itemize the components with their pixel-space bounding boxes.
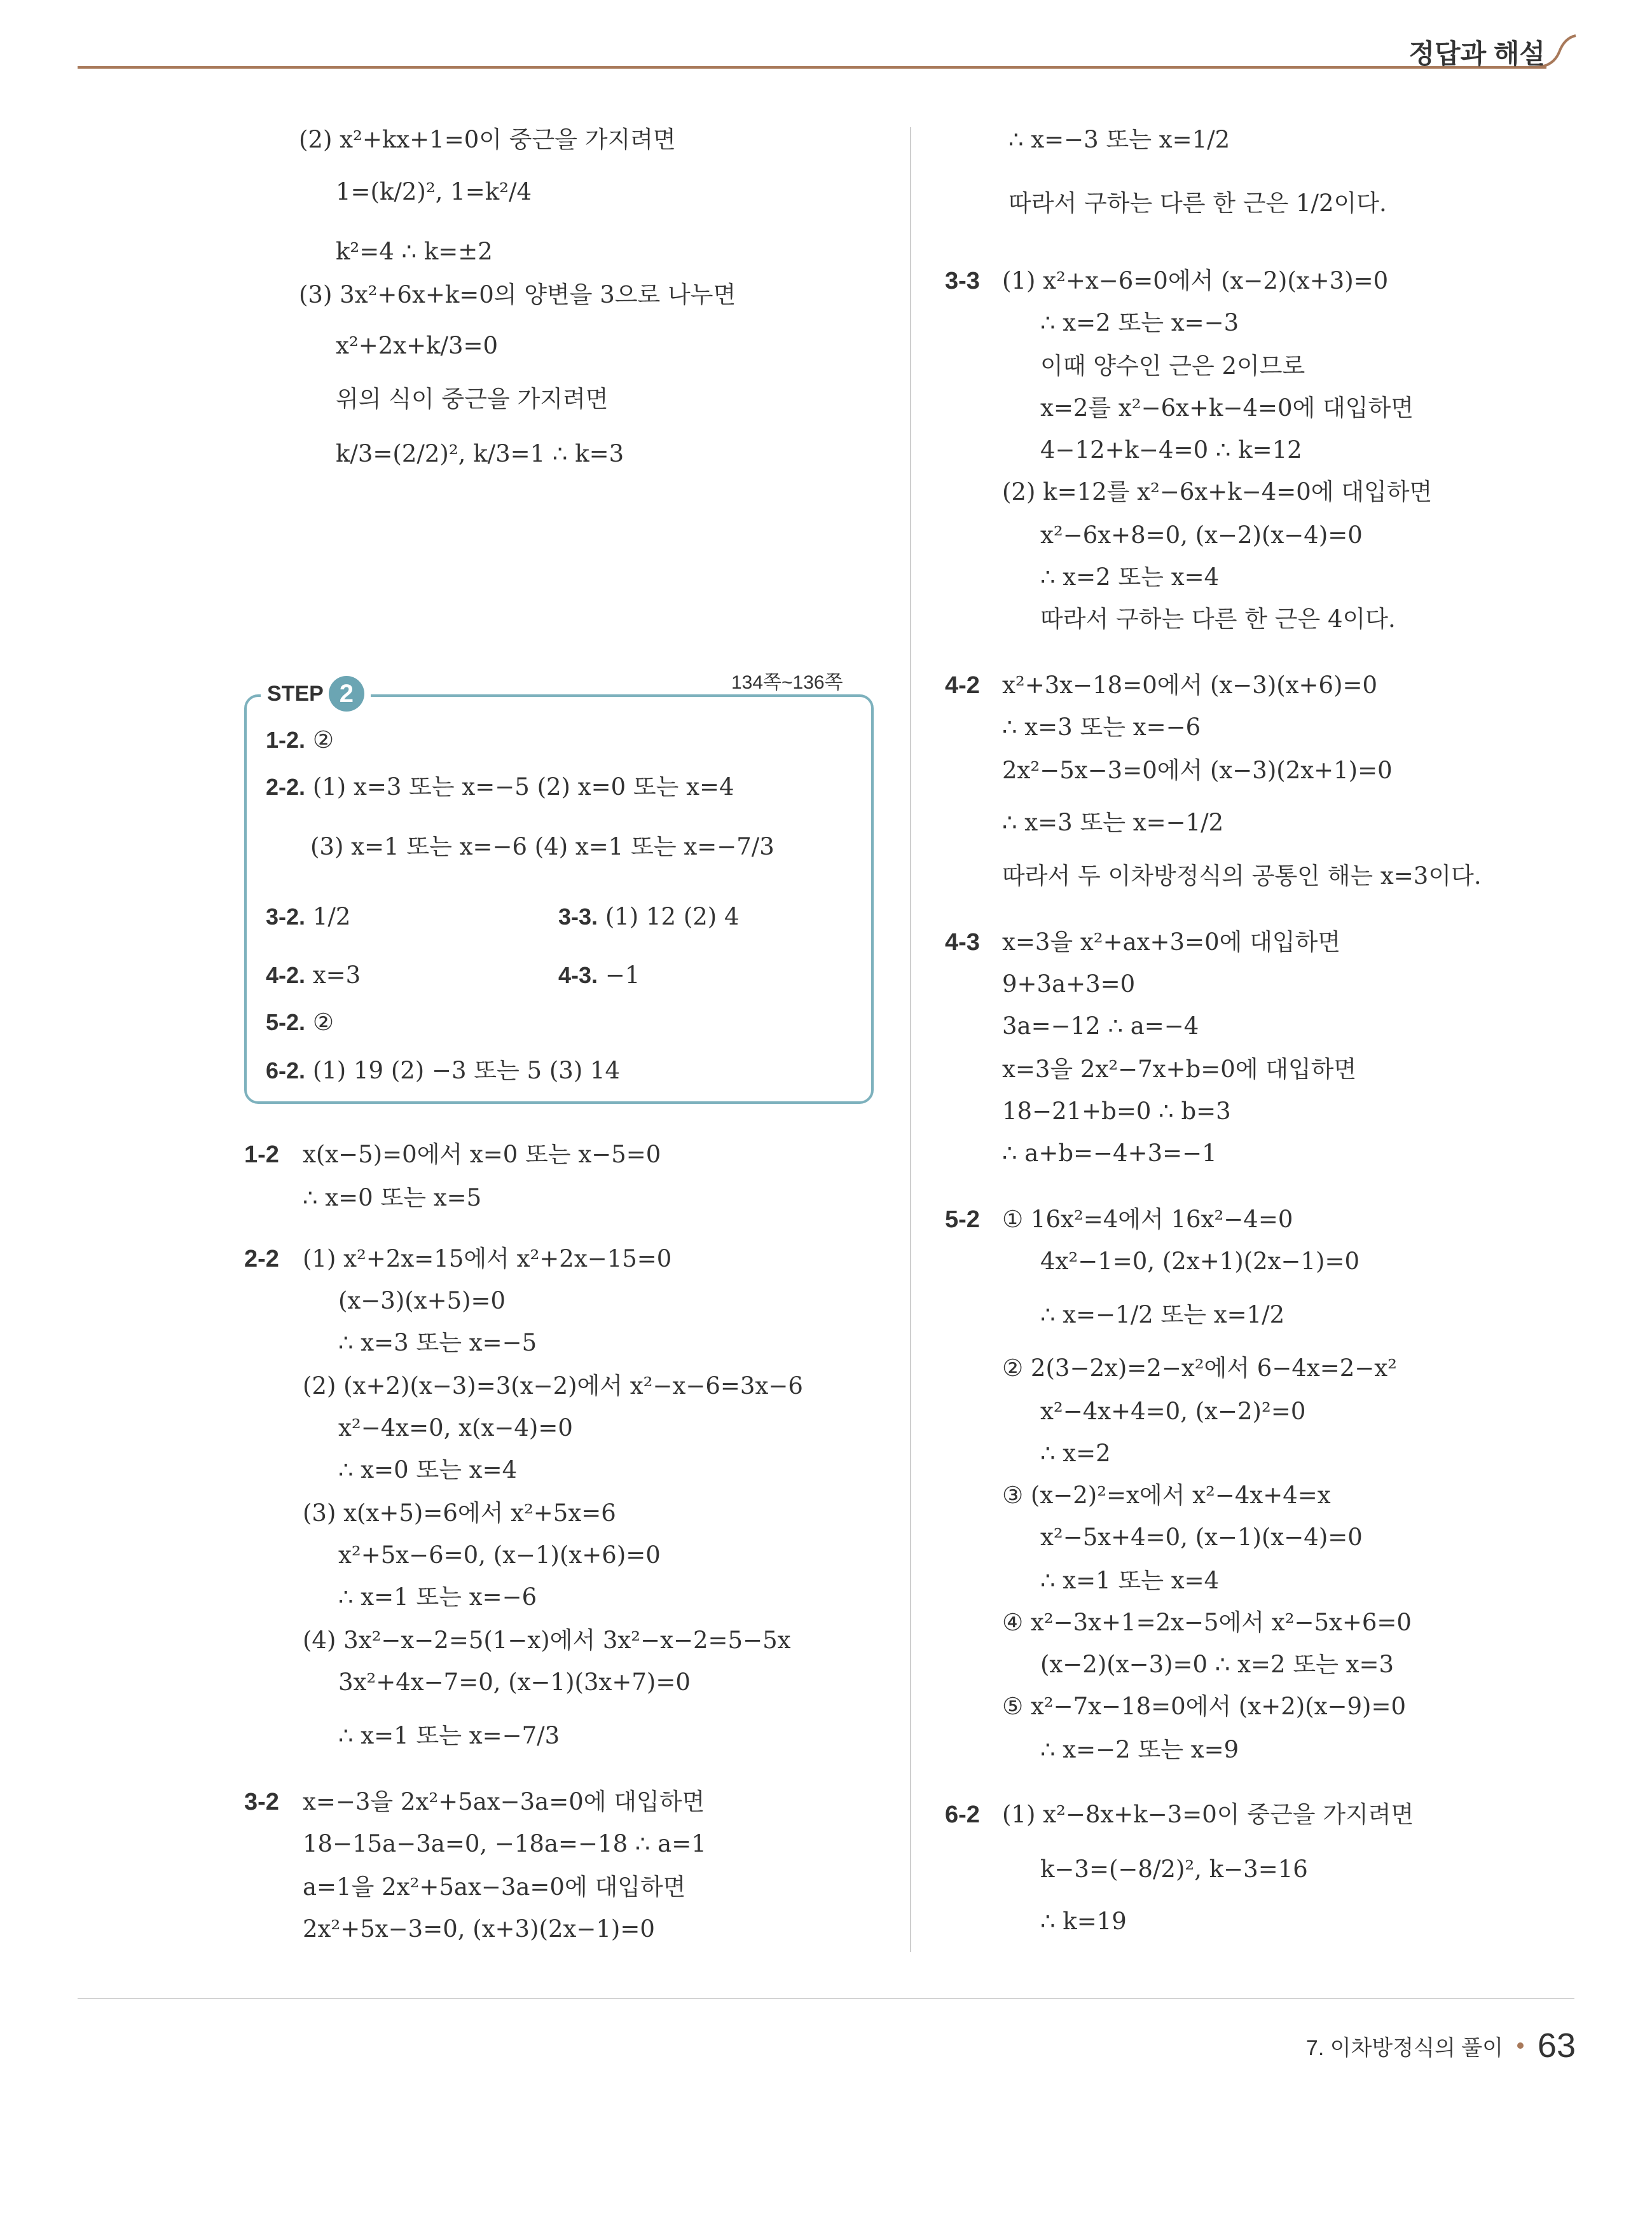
column-divider — [910, 127, 911, 1952]
solution-line: x²−6x+8=0, (x−2)(x−4)=0 — [1040, 521, 1363, 549]
problem-label: 4-3 — [945, 929, 980, 956]
solution-line: ∴ x=1 또는 x=4 — [1040, 1567, 1220, 1594]
answer-text: (1) 12 (2) 4 — [605, 903, 740, 930]
solution-line: 18−15a−3a=0, −18a=−18 ∴ a=1 — [303, 1830, 706, 1857]
solution-line: (2) (x+2)(x−3)=3(x−2)에서 x²−x−6=3x−6 — [303, 1372, 803, 1400]
solution-line: 3a=−12 ∴ a=−4 — [1002, 1012, 1199, 1040]
header-rule — [78, 66, 1546, 69]
solution-line: ∴ x=3 또는 x=−6 — [1002, 713, 1201, 741]
solution-line: 이때 양수인 근은 2이므로 — [1040, 352, 1305, 380]
solution-line: 4−12+k−4=0 ∴ k=12 — [1040, 436, 1302, 464]
problem-label: 3-2 — [244, 1789, 279, 1815]
solution-line: 4x²−1=0, (2x+1)(2x−1)=0 — [1040, 1248, 1360, 1275]
problem-label: 1-2 — [244, 1141, 279, 1168]
footer — [1306, 2026, 1576, 2065]
answer-text: (3) x=1 또는 x=−6 (4) x=1 또는 x=−7/3 — [310, 833, 774, 860]
solution-line: x=2를 x²−6x+k−4=0에 대입하면 — [1040, 394, 1414, 422]
solution-line: ∴ x=1 또는 x=−7/3 — [338, 1722, 560, 1749]
header-title: 정답과 해설 — [1408, 39, 1545, 69]
step-label: STEP — [267, 681, 324, 706]
solution-line: ② 2(3−2x)=2−x²에서 6−4x=2−x² — [1002, 1354, 1397, 1382]
answer-text: (1) 19 (2) −3 또는 5 (3) 14 — [312, 1057, 621, 1084]
step-answer — [266, 1007, 334, 1038]
solution-line: (x−3)(x+5)=0 — [338, 1287, 506, 1314]
footer-bullet-icon — [1517, 2042, 1524, 2049]
solution-line: 따라서 구하는 다른 한 근은 4이다. — [1040, 605, 1396, 633]
solution-line: x²−4x=0, x(x−4)=0 — [338, 1414, 573, 1442]
answer-text: (1) x=3 또는 x=−5 (2) x=0 또는 x=4 — [312, 773, 734, 801]
solution-line: ⑤ x²−7x−18=0에서 (x+2)(x−9)=0 — [1002, 1693, 1407, 1720]
solution-line: (x−2)(x−3)=0 ∴ x=2 또는 x=3 — [1040, 1651, 1394, 1678]
solution-line: x=3을 x²+ax+3=0에 대입하면 — [1002, 928, 1341, 956]
solution-line: x²−4x+4=0, (x−2)²=0 — [1040, 1398, 1306, 1425]
footer-chapter-title: 7. 이차방정식의 풀이 — [1305, 2035, 1503, 2060]
solution-line: ∴ x=3 또는 x=−1/2 — [1002, 809, 1224, 836]
solution-line: ∴ x=−3 또는 x=1/2 — [1008, 126, 1230, 153]
solution-line: ④ x²−3x+1=2x−5에서 x²−5x+6=0 — [1002, 1609, 1412, 1636]
solution-line: ③ (x−2)²=x에서 x²−4x+4=x — [1002, 1482, 1331, 1509]
solution-line: (1) x²+2x=15에서 x²+2x−15=0 — [303, 1245, 672, 1272]
left-line: k/3=(2/2)², k/3=1 ∴ k=3 — [336, 440, 624, 467]
solution-line: x²+3x−18=0에서 (x−3)(x+6)=0 — [1002, 671, 1378, 699]
step-answer — [266, 902, 350, 932]
problem-label: 3-3 — [945, 268, 980, 294]
solution-line: (1) x²−8x+k−3=0이 중근을 가지려면 — [1002, 1801, 1414, 1828]
solution-line: 9+3a+3=0 — [1002, 970, 1136, 998]
solution-line: ∴ k=19 — [1040, 1908, 1127, 1935]
answer-label: 6-2. — [266, 1057, 306, 1084]
step-answer — [266, 960, 361, 991]
problem-label: 2-2 — [244, 1246, 279, 1272]
solution-line: 2x²−5x−3=0에서 (x−3)(2x+1)=0 — [1002, 757, 1393, 784]
answer-label: 4-2. — [266, 962, 306, 988]
left-line: 1=(k/2)², 1=k²/4 — [336, 178, 532, 205]
step-answer — [310, 832, 774, 862]
step-answer-box — [244, 694, 874, 1104]
solution-line: x=3을 2x²−7x+b=0에 대입하면 — [1002, 1056, 1357, 1083]
solution-line: (1) x²+x−6=0에서 (x−2)(x+3)=0 — [1002, 267, 1389, 294]
answer-label: 3-2. — [266, 904, 306, 930]
solution-line: ∴ x=0 또는 x=5 — [303, 1184, 482, 1211]
solution-line: ∴ x=1 또는 x=−6 — [338, 1583, 537, 1611]
solution-line: a=1을 2x²+5ax−3a=0에 대입하면 — [303, 1873, 686, 1901]
step-answer — [266, 772, 734, 802]
answer-label: 4-3. — [558, 962, 598, 988]
left-line: (2) x²+kx+1=0이 중근을 가지려면 — [299, 126, 676, 153]
solution-line: 3x²+4x−7=0, (x−1)(3x+7)=0 — [338, 1669, 691, 1696]
solution-line: ∴ x=2 — [1040, 1440, 1111, 1467]
problem-label: 4-2 — [945, 672, 980, 699]
solution-line: ∴ a+b=−4+3=−1 — [1002, 1139, 1217, 1167]
solution-line: (3) x(x+5)=6에서 x²+5x=6 — [303, 1499, 616, 1527]
solution-line: ∴ x=−2 또는 x=9 — [1040, 1736, 1239, 1763]
solution-line: (2) k=12를 x²−6x+k−4=0에 대입하면 — [1002, 478, 1433, 506]
solution-line: 따라서 구하는 다른 한 근은 1/2이다. — [1008, 189, 1387, 217]
left-line: x²+2x+k/3=0 — [336, 332, 499, 359]
answer-label: 5-2. — [266, 1009, 306, 1035]
answer-text: ② — [312, 726, 334, 754]
solution-line: ∴ x=2 또는 x=−3 — [1040, 309, 1239, 336]
solution-line: (4) 3x²−x−2=5(1−x)에서 3x²−x−2=5−5x — [303, 1627, 791, 1654]
solution-line: x²−5x+4=0, (x−1)(x−4)=0 — [1040, 1524, 1363, 1551]
answer-text: x=3 — [312, 961, 361, 989]
step-answer — [558, 902, 740, 932]
answer-text: 1/2 — [312, 903, 351, 930]
solution-line: 따라서 두 이차방정식의 공통인 해는 x=3이다. — [1002, 862, 1482, 890]
solution-line: ∴ x=3 또는 x=−5 — [338, 1329, 537, 1356]
step-answer — [266, 1056, 620, 1086]
solution-line: k−3=(−8/2)², k−3=16 — [1040, 1855, 1308, 1883]
answer-label: 2-2. — [266, 774, 306, 800]
solution-line: x=−3을 2x²+5ax−3a=0에 대입하면 — [303, 1788, 705, 1815]
solution-line: ∴ x=2 또는 x=4 — [1040, 563, 1220, 591]
step-number-badge: 2 — [329, 676, 364, 712]
answer-label: 3-3. — [558, 904, 598, 930]
answer-text: −1 — [605, 961, 640, 989]
solution-line: ① 16x²=4에서 16x²−4=0 — [1002, 1206, 1293, 1233]
solution-line: 18−21+b=0 ∴ b=3 — [1002, 1098, 1231, 1125]
answer-label: 1-2. — [266, 727, 306, 753]
solution-line: x²+5x−6=0, (x−1)(x+6)=0 — [338, 1541, 661, 1569]
left-line: k²=4 ∴ k=±2 — [336, 238, 493, 265]
solution-line: 2x²+5x−3=0, (x+3)(2x−1)=0 — [303, 1915, 655, 1943]
page-number: 63 — [1537, 2027, 1576, 2065]
problem-label: 6-2 — [945, 1801, 980, 1828]
solution-line: x(x−5)=0에서 x=0 또는 x−5=0 — [303, 1141, 661, 1168]
step-answer — [558, 960, 640, 991]
step-answer — [266, 725, 334, 755]
step-tag — [261, 676, 371, 712]
problem-label: 5-2 — [945, 1206, 980, 1233]
step-page-range: 134쪽~136쪽 — [731, 672, 843, 693]
left-line: (3) 3x²+6x+k=0의 양변을 3으로 나누면 — [299, 281, 736, 308]
solution-line: ∴ x=0 또는 x=4 — [338, 1456, 518, 1483]
left-line: 위의 식이 중근을 가지려면 — [336, 385, 609, 413]
footer-rule — [78, 1998, 1574, 1999]
answer-text: ② — [312, 1008, 334, 1036]
solution-line: ∴ x=−1/2 또는 x=1/2 — [1040, 1301, 1285, 1328]
